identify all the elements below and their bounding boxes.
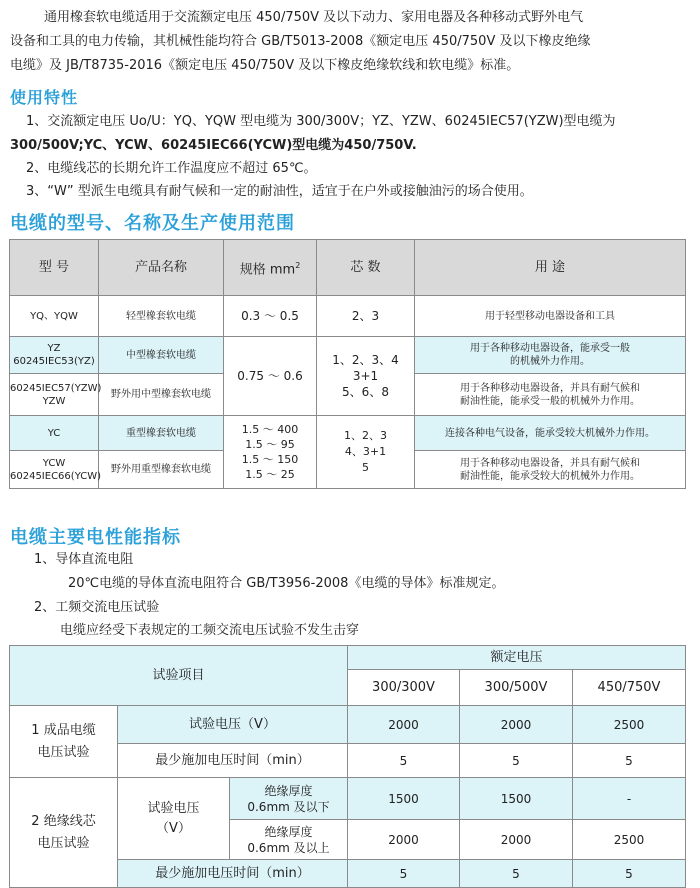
electrical-item-2: 2、工频交流电压试验: [34, 600, 160, 615]
row-1-name: 轻型橡套软电缆: [99, 296, 224, 337]
feature-item-3: 3、“W” 型派生电缆具有耐气候和一定的耐油性，适宜于在户外或接触油污的场合使用。: [26, 184, 533, 199]
header-name: 产品名称: [99, 240, 224, 296]
group-2-min-time-label: 最少施加电压时间（min）: [118, 860, 348, 888]
header-spec: 规格 $mm^2$: [224, 240, 317, 296]
header-cores: 芯 数: [317, 240, 415, 296]
g2-time-2: 5: [460, 860, 573, 888]
models-heading: 电缆的型号、名称及生产使用范围: [10, 213, 295, 234]
g2-below-2: 1500: [460, 778, 573, 820]
rated-voltage-header: 额定电压: [348, 646, 686, 670]
voltage-col-3: 450/750V: [573, 670, 686, 706]
g1-time-1: 5: [348, 744, 460, 778]
spec-medium: 0.75 ～ 0.6: [224, 337, 317, 416]
row-1-model: YQ、YQW: [10, 296, 99, 337]
group-2-label: 2 绝缘线芯 电压试验: [10, 778, 118, 888]
row-4-usage: 连接各种电气设备，能承受较大机械外力作用。: [415, 416, 686, 451]
g1-time-2: 5: [460, 744, 573, 778]
g2-above-2: 2000: [460, 820, 573, 860]
features-heading: 使用特性: [10, 88, 79, 107]
voltage-test-table: [9, 645, 686, 888]
g1-voltage-1: 2000: [348, 706, 460, 744]
row-2-model: YZ 60245IEC53(YZ): [10, 337, 99, 374]
row-3-name: 野外用中型橡套软电缆: [99, 374, 224, 416]
test-item-header: 试验项目: [10, 646, 348, 706]
group-1-label: 1 成品电缆 电压试验: [10, 706, 118, 778]
feature-item-1-line-1: 1、交流额定电压 Uo/U：YQ、YQW 型电缆为 300/300V；YZ、YZW、60245IEC57(YZW)型电缆为: [26, 114, 616, 129]
group-2-test-voltage-label: 试验电压 （V）: [118, 778, 230, 860]
g1-voltage-2: 2000: [460, 706, 573, 744]
g2-time-3: 5: [573, 860, 686, 888]
intro-line-3: 电缆》及 JB/T8735-2016《额定电压 450/750V 及以下橡皮绝缘软线和软电缆》标准。: [10, 58, 520, 73]
intro-line-2: 设备和工具的电力传输，其机械性能均符合 GB/T5013-2008《额定电压 450/750V 及以下橡皮绝缘: [10, 34, 591, 49]
cores-heavy: 1、2、3 4、3+1 5: [317, 416, 415, 489]
row-5-model: YCW 60245IEC66(YCW): [10, 451, 99, 489]
voltage-col-2: 300/500V: [460, 670, 573, 706]
g1-time-3: 5: [573, 744, 686, 778]
g2-above-3: 2500: [573, 820, 686, 860]
models-table: [9, 239, 686, 489]
electrical-item-1: 1、导体直流电阻: [34, 552, 134, 567]
feature-item-1-line-2: 300/500V;YC、YCW、60245IEC66(YCW)型电缆为450/750V.: [10, 138, 417, 153]
group-1-min-time-label: 最少施加电压时间（min）: [118, 744, 348, 778]
electrical-item-1-desc: 20℃电缆的导体直流电阻符合 GB/T3956-2008《电缆的导体》标准规定。: [68, 576, 505, 591]
cores-medium: 1、2、3、4 3+1 5、6、8: [317, 337, 415, 416]
thickness-above-label: 绝缘厚度 0.6mm 及以上: [230, 820, 348, 860]
cores-light: 2、3: [317, 296, 415, 337]
header-model: 型 号: [10, 240, 99, 296]
feature-item-2: 2、电缆线芯的长期允许工作温度应不超过 65℃。: [26, 161, 317, 176]
thickness-below-label: 绝缘厚度 0.6mm 及以下: [230, 778, 348, 820]
row-3-usage: 用于各种移动电器设备，并具有耐气候和 耐油性能，能承受一般的机械外力作用。: [415, 374, 686, 416]
header-usage: 用 途: [415, 240, 686, 296]
row-2-name: 中型橡套软电缆: [99, 337, 224, 374]
voltage-col-1: 300/300V: [348, 670, 460, 706]
g2-above-1: 2000: [348, 820, 460, 860]
g2-time-1: 5: [348, 860, 460, 888]
electrical-item-2-desc: 电缆应经受下表规定的工频交流电压试验不发生击穿: [60, 623, 360, 638]
row-4-name: 重型橡套软电缆: [99, 416, 224, 451]
electrical-heading: 电缆主要电性能指标: [10, 527, 181, 548]
row-4-model: YC: [10, 416, 99, 451]
row-2-usage: 用于各种移动电器设备，能承受一般 的机械外力作用。: [415, 337, 686, 374]
row-3-model: 60245IEC57(YZW) YZW: [10, 374, 99, 416]
row-5-name: 野外用重型橡套软电缆: [99, 451, 224, 489]
g2-below-1: 1500: [348, 778, 460, 820]
group-1-test-voltage-label: 试验电压（V）: [118, 706, 348, 744]
row-5-usage: 用于各种移动电器设备，并具有耐气候和 耐油性能，能承受较大的机械外力作用。: [415, 451, 686, 489]
g1-voltage-3: 2500: [573, 706, 686, 744]
row-1-usage: 用于轻型移动电器设备和工具: [415, 296, 686, 337]
g2-below-3: -: [573, 778, 686, 820]
intro-line-1: 通用橡套软电缆适用于交流额定电压 450/750V 及以下动力、家用电器及各种移动式野外电气: [44, 10, 584, 25]
spec-heavy: 1.5 ～ 400 1.5 ～ 95 1.5 ～ 150 1.5 ～ 25: [224, 416, 317, 489]
spec-light: 0.3 ～ 0.5: [224, 296, 317, 337]
